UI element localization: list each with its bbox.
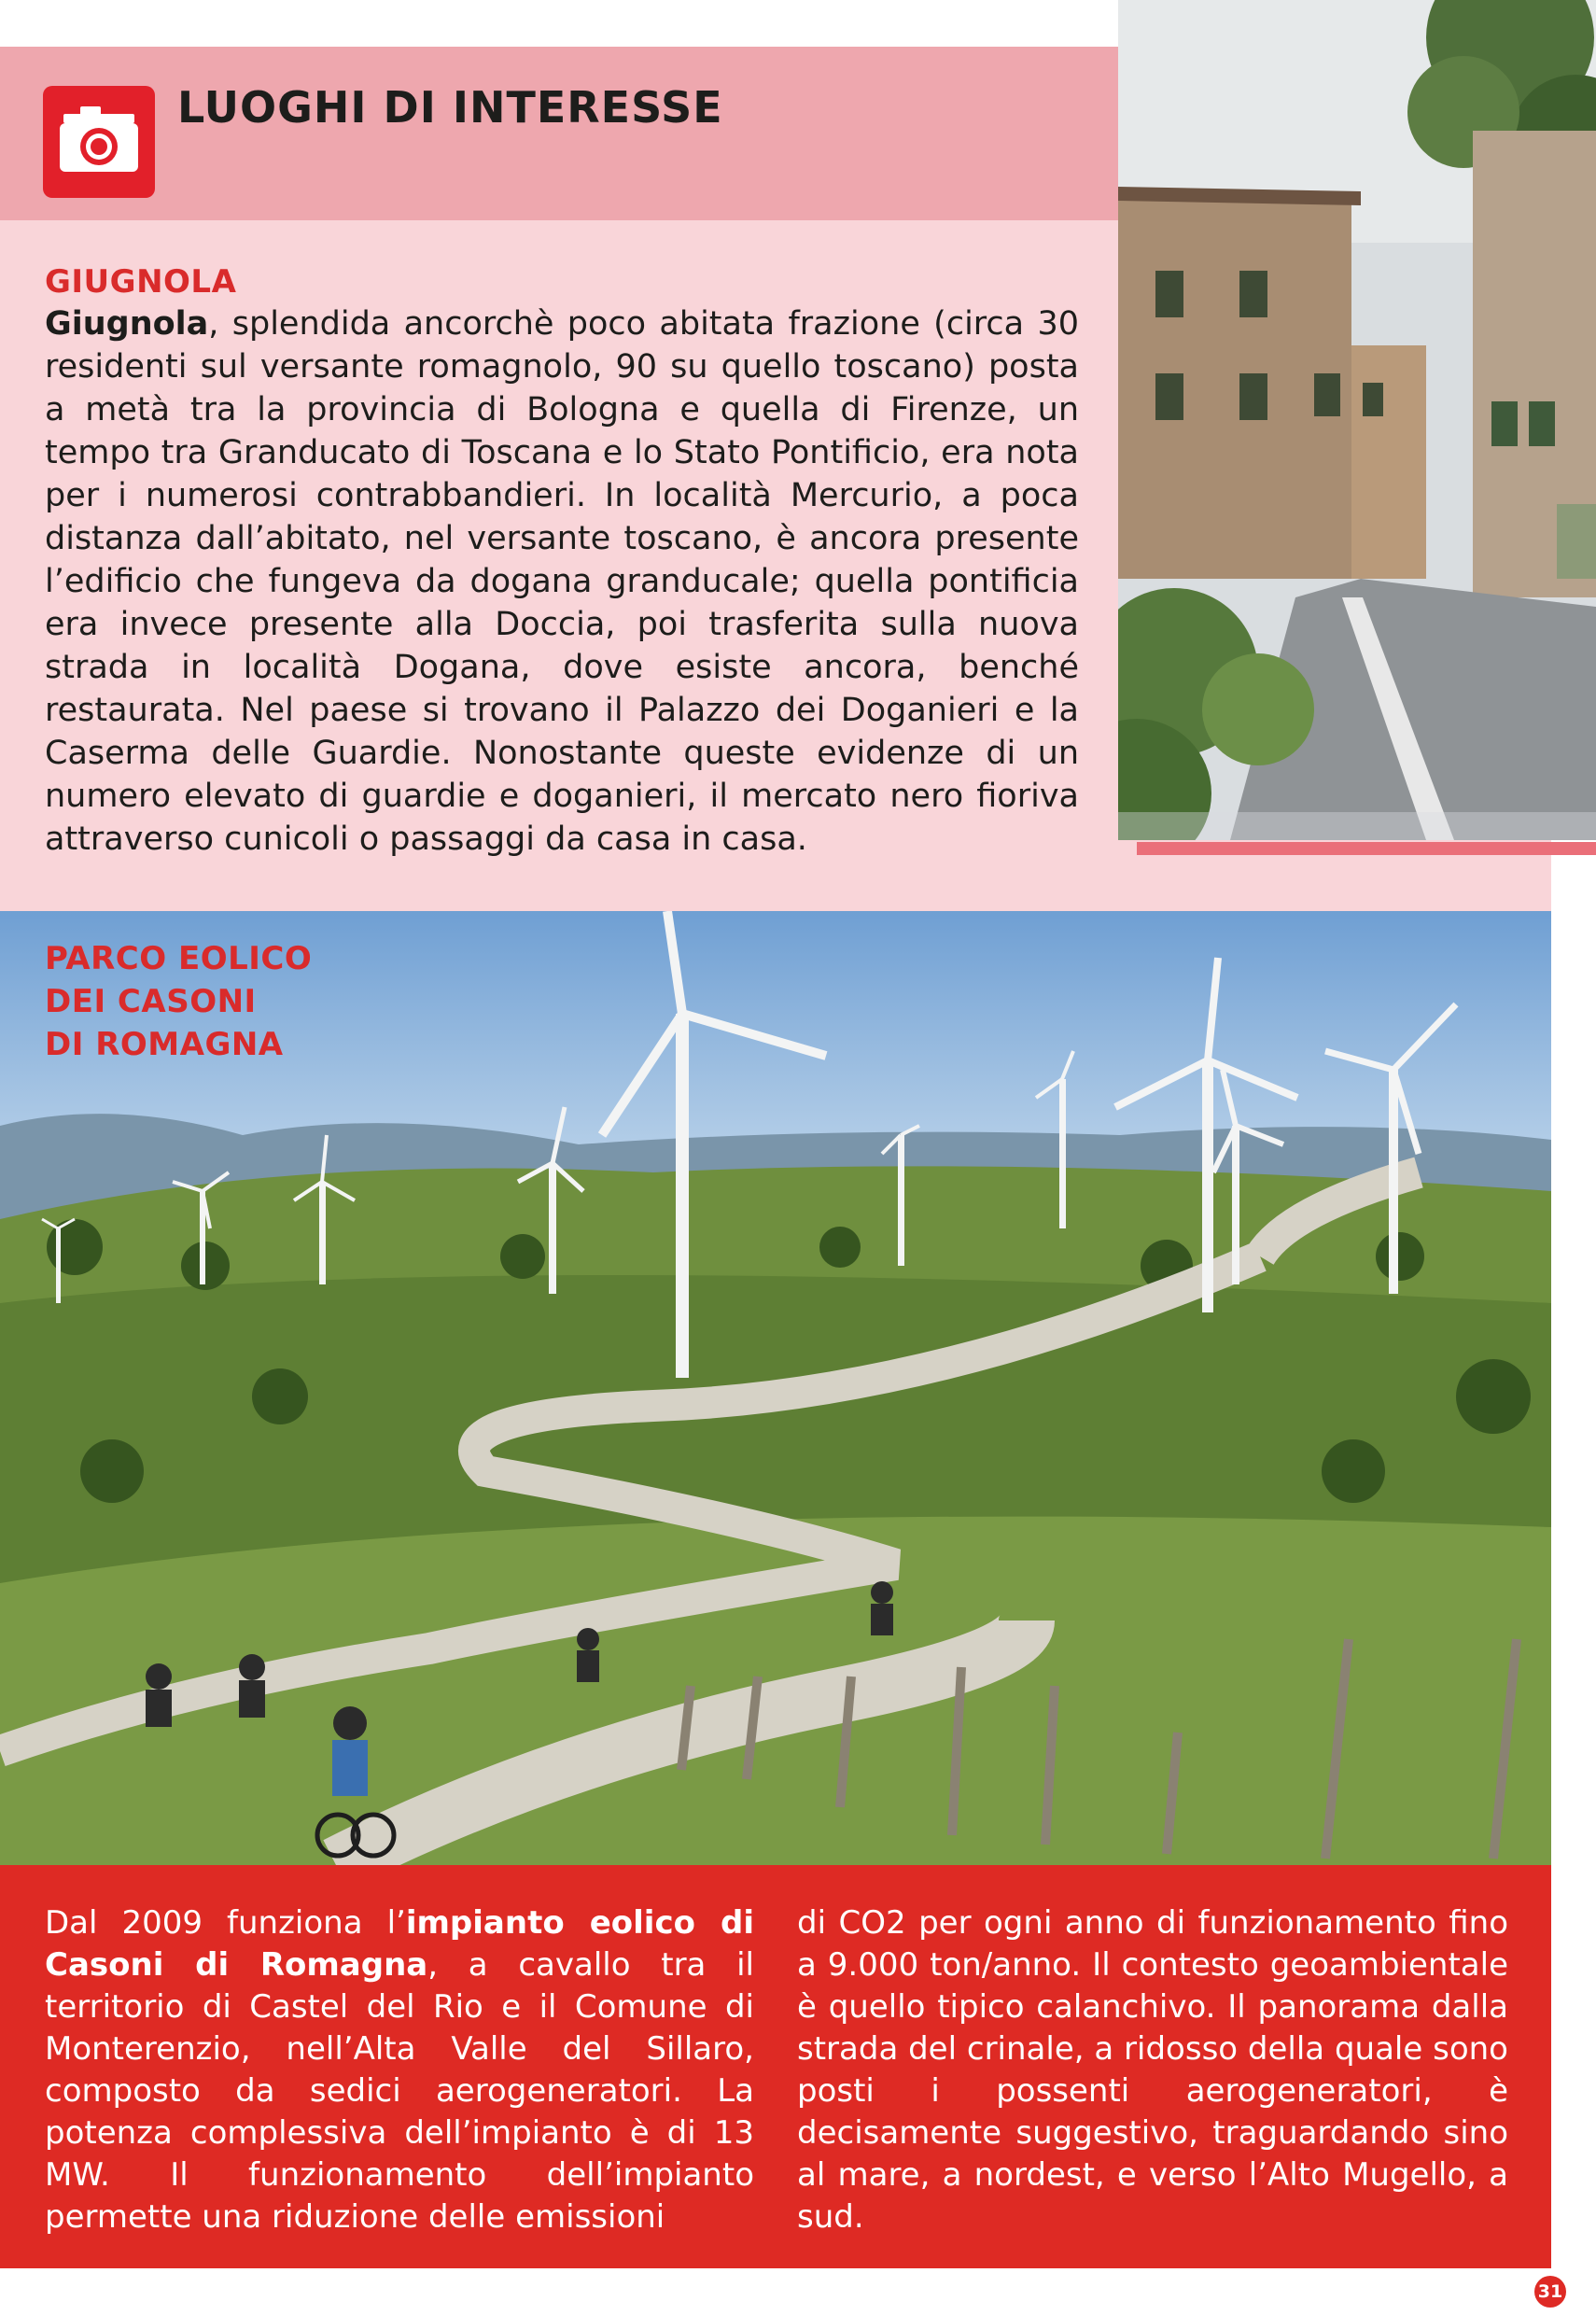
- parco-col1-pre: Dal 2009 funziona l’: [45, 1904, 406, 1942]
- giugnola-heading: GIUGNOLA: [45, 263, 237, 301]
- camera-icon: [43, 86, 155, 198]
- parco-heading-line: DEI CASONI: [45, 983, 257, 1020]
- section-title: LUOGHI DI INTERESSE: [177, 82, 723, 133]
- photo-accent-bar: [1137, 842, 1596, 855]
- parco-heading-line: PARCO EOLICO: [45, 940, 313, 977]
- giugnola-lead: Giugnola: [45, 305, 209, 343]
- giugnola-village-photo: [1118, 0, 1596, 840]
- parco-eolico-heading: [45, 937, 312, 1066]
- parco-col1-post: , a cavallo tra il territorio di Castel del Rio e il Comune di Monterenzio, nell’Alta Valle del Sillaro, composto da sedici aerogeneratori. La potenza complessiva dell’impianto è di 13 MW. Il funzionamento dell’impianto permette una riduzione delle emissioni: [45, 1946, 754, 2236]
- giugnola-body: , splendida ancorchè poco abitata frazione (circa 30 residenti sul versante romagnolo, 90 su quello toscano) posta a metà tra la provincia di Bologna e quella di Firenze, un tempo tra Granducato di Toscana e lo Stato Pontificio, era nota per i numerosi contrabbandieri. In località Mercurio, a poca distanza dall’abitato, nel versante toscano, è ancora presente l’edificio che fungeva da dogana granducale; quella pontificia era invece presente alla Doccia, poi trasferita sulla nuova strada in località Dogana, dove esiste ancora, benché restaurata. Nel paese si trovano il Palazzo dei Doganieri e la Caserma delle Guardie. Nonostante queste evidenze di un numero elevato di guardie e doganieri, il mercato nero fioriva attraverso cunicoli o passaggi da casa in casa.: [45, 305, 1079, 858]
- parco-text-column-left: [45, 1902, 754, 2238]
- parco-text-column-right: di CO2 per ogni anno di funzionamento fino a 9.000 ton/anno. Il contesto geoambientale è quello tipico calanchivo. Il panorama dalla strada del crinale, a ridosso della quale sono posti i possenti aerogeneratori, è decisamente suggestivo, traguardando sino al mare, a nordest, e verso l’Alto Mugello, a sud.: [797, 1904, 1508, 2236]
- section-header-band: [0, 47, 1118, 220]
- giugnola-paragraph: [45, 302, 1079, 861]
- parco-heading-line: DI ROMAGNA: [45, 1026, 284, 1063]
- parco-col1-bold: impianto eolico di Casoni di Romagna: [45, 1904, 754, 1984]
- page-number: 31: [1534, 2276, 1566, 2308]
